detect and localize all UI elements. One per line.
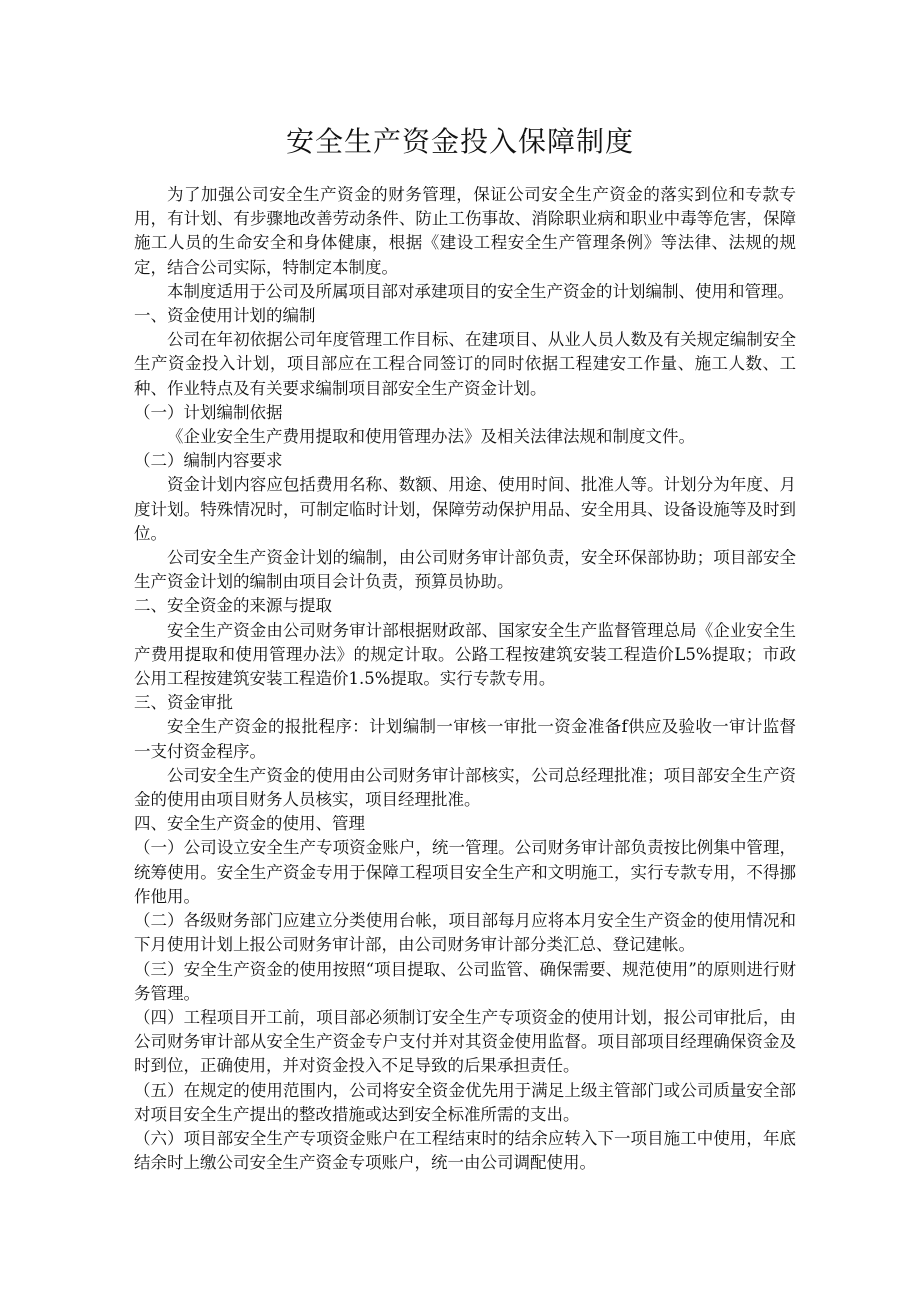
body-paragraph: 《企业安全生产费用提取和使用管理办法》及相关法律法规和制度文件。 xyxy=(167,427,695,447)
body-paragraph: 资金计划内容应包括费用名称、数额、用途、使用时间、批准人等。计划分为年度、月度计划。特殊情况时，可制定临时计划，保障劳动保护用品、安全用具、设备设施等及时到位。 xyxy=(134,475,796,543)
section-heading: （六）项目部安全生产专项资金账户在工程结束时的结余应转入下一项目施工中使用，年底结余时上缴公司安全生产资金专项账户，统一由公司调配使用。 xyxy=(134,1128,796,1173)
body-paragraph: 公司在年初依据公司年度管理工作目标、在建项目、从业人员人数及有关规定编制安全生产资金投入计划，项目部应在工程合同签订的同时依据工程建安工作量、施工人数、工种、作业特点及有关要求编制项目部安全生产资金计划。 xyxy=(134,330,796,398)
section-heading: （三）安全生产资金的使用按照“项目提取、公司监管、确保需要、规范使用”的原则进行财务管理。 xyxy=(134,959,796,1003)
section-heading: （五）在规定的使用范围内，公司将安全资金优先用于满足上级主管部门或公司质量安全部对项目安全生产提出的整改措施或达到安全标准所需的支出。 xyxy=(134,1080,796,1124)
document-body xyxy=(134,183,796,1175)
section-heading: （二）编制内容要求 xyxy=(134,451,283,471)
section-heading: 三、资金审批 xyxy=(134,693,233,713)
body-paragraph: 本制度适用于公司及所属项目部对承建项目的安全生产资金的计划编制、使用和管理。 xyxy=(167,281,794,301)
body-paragraph: 安全生产资金由公司财务审计部根据财政部、国家安全生产监督管理总局《企业安全生产费用提取和使用管理办法》的规定计取。公路工程按建筑安装工程造价L5%提取；市政公用工程按建筑安装工程造价1.5%提取。实行专款专用。 xyxy=(134,620,796,689)
body-paragraph: 公司安全生产资金计划的编制，由公司财务审计部负责，安全环保部协助；项目部安全生产资金计划的编制由项目会计负责，预算员协助。 xyxy=(134,548,796,592)
body-paragraph: 为了加强公司安全生产资金的财务管理，保证公司安全生产资金的落实到位和专款专用，有计划、有步骤地改善劳动条件、防止工伤事故、消除职业病和职业中毒等危害，保障施工人员的生命安全和身体健康，根据《建设工程安全生产管理条例》等法律、法规的规定，结合公司实际，特制定本制度。 xyxy=(134,185,796,277)
body-paragraph: 安全生产资金的报批程序：计划编制一审核一审批一资金准备f供应及验收一审计监督一支付资金程序。 xyxy=(134,717,796,761)
section-heading: （二）各级财务部门应建立分类使用台帐，项目部每月应将本月安全生产资金的使用情况和下月使用计划上报公司财务审计部，由公司财务审计部分类汇总、登记建帐。 xyxy=(134,911,796,955)
section-heading: 一、资金使用计划的编制 xyxy=(134,306,316,326)
section-heading: （一）公司设立安全生产专项资金账户，统一管理。公司财务审计部负责按比例集中管理，统筹使用。安全生产资金专用于保障工程项目安全生产和文明施工，实行专款专用，不得挪作他用。 xyxy=(134,838,796,906)
section-heading: （一）计划编制依据 xyxy=(134,402,283,422)
document-title: 安全生产资金投入保障制度 xyxy=(285,125,634,158)
body-paragraph: 公司安全生产资金的使用由公司财务审计部核实，公司总经理批准；项目部安全生产资金的使用由项目财务人员核实，项目经理批准。 xyxy=(134,765,796,810)
section-heading: （四）工程项目开工前，项目部必须制订安全生产专项资金的使用计划，报公司审批后，由公司财务审计部从安全生产资金专户支付并对其资金使用监督。项目部项目经理确保资金及时到位，正确使用，并对资金投入不足导致的后果承担责任。 xyxy=(134,1007,796,1076)
section-heading: 四、安全生产资金的使用、管理 xyxy=(134,814,365,834)
section-heading: 二、安全资金的来源与提取 xyxy=(134,596,332,616)
